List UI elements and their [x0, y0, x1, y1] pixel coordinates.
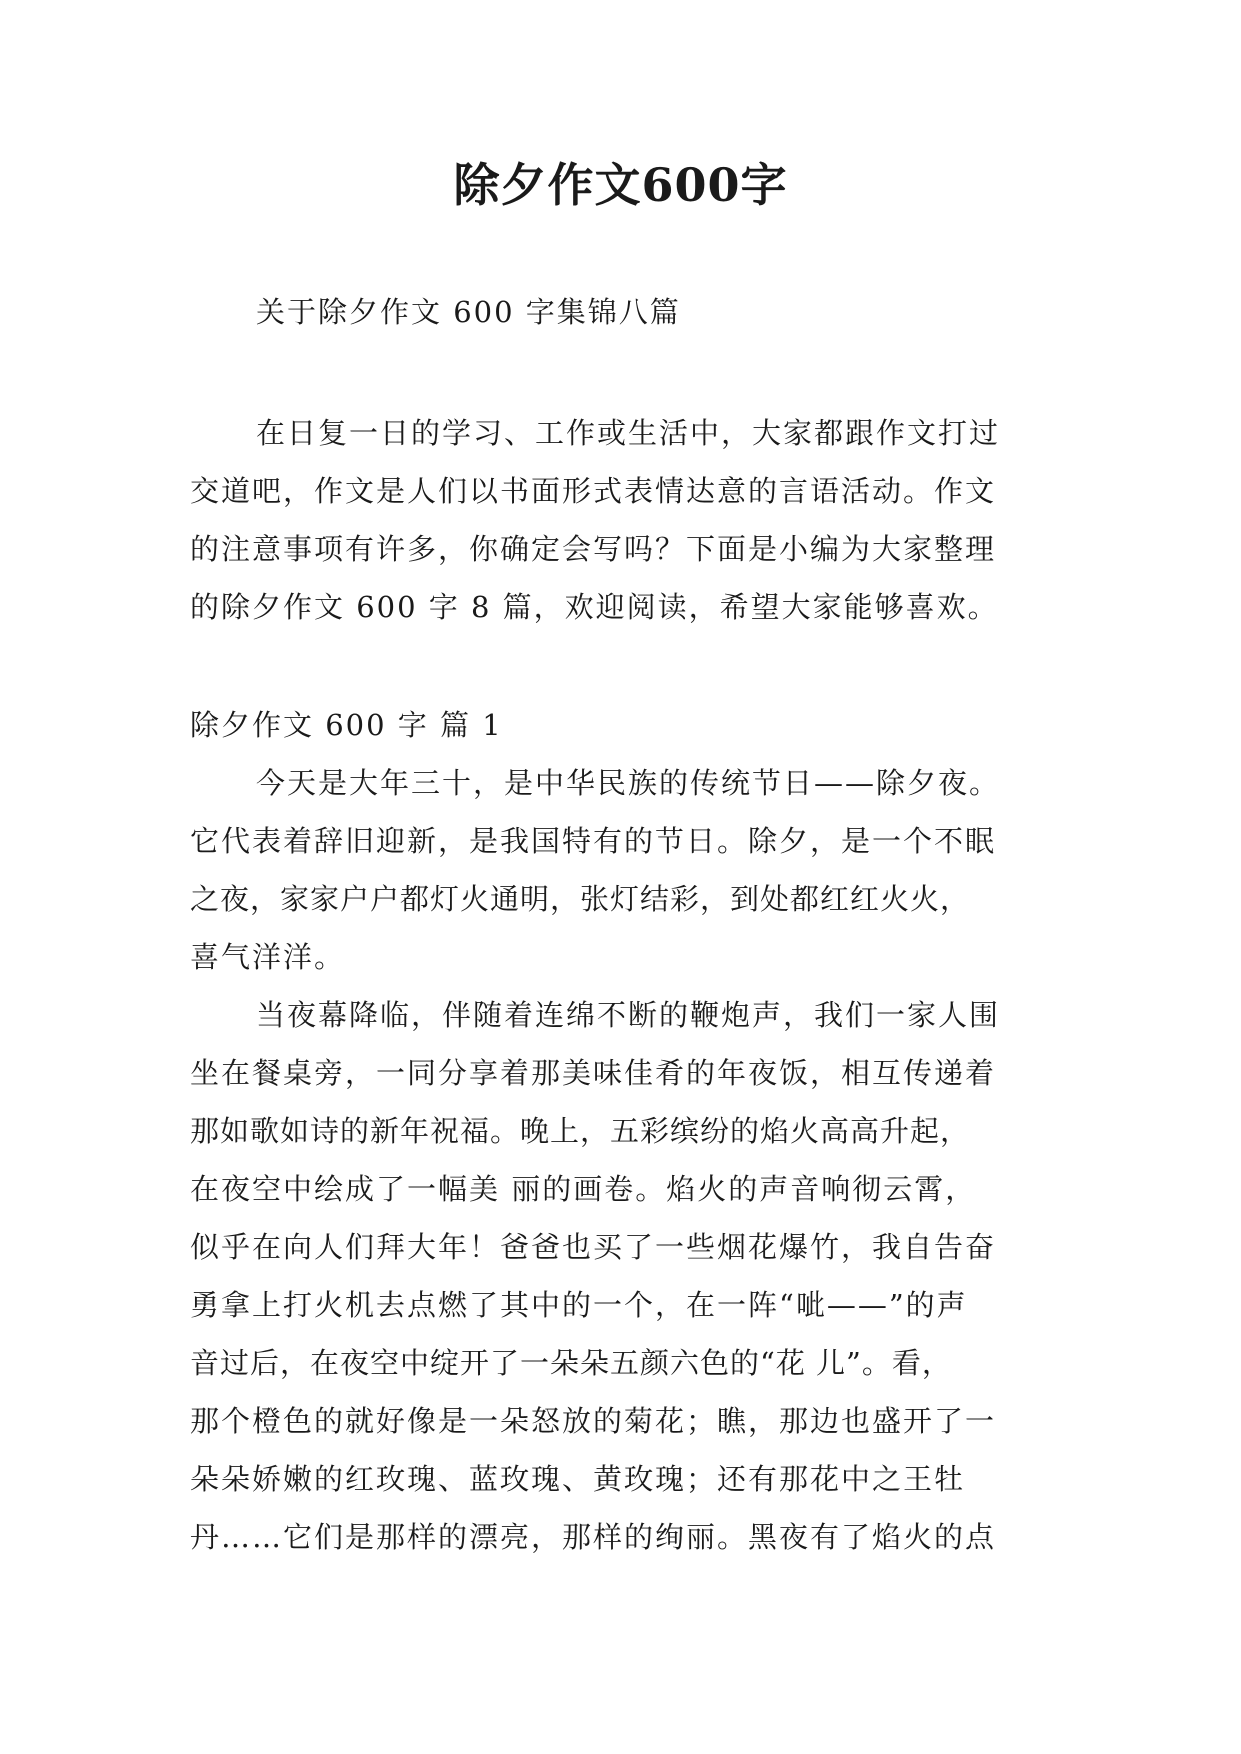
- paragraph-2: [190, 986, 1070, 1566]
- paragraph-line: 之夜，家家户户都灯火通明，张灯结彩，到处都红红火火，: [190, 882, 971, 916]
- document-title: 除夕作文600字: [453, 158, 788, 212]
- paragraph-line: 坐在餐桌旁，一同分享着那美味佳肴的年夜饭，相互传递着: [190, 1056, 997, 1090]
- paragraph-line: 它代表着辞旧迎新，是我国特有的节日。除夕，是一个不眠: [190, 824, 997, 858]
- paragraph-line: 那如歌如诗的新年祝福。晚上，五彩缤纷的焰火高高升起，: [190, 1114, 971, 1148]
- document-subtitle: 关于除夕作文 600 字集锦八篇: [256, 295, 681, 329]
- paragraph-line: 勇拿上打火机去点燃了其中的一个，在一阵“呲——”的声: [190, 1288, 968, 1322]
- paragraph-line: 当夜幕降临，伴随着连绵不断的鞭炮声，我们一家人围: [256, 998, 1001, 1032]
- paragraph-line: 丹……它们是那样的漂亮，那样的绚丽。黑夜有了焰火的点: [190, 1520, 997, 1554]
- paragraph-line: 在夜空中绘成了一幅美 丽的画卷。焰火的声音响彻云霄，: [190, 1172, 977, 1206]
- paragraph-line: 音过后，在夜空中绽开了一朵朵五颜六色的“花 儿”。看，: [190, 1346, 952, 1380]
- paragraph-line: 朵朵娇嫩的红玫瑰、蓝玫瑰、黄玫瑰；还有那花中之王牡: [190, 1462, 966, 1496]
- intro-line: 的除夕作文 600 字 8 篇，欢迎阅读，希望大家能够喜欢。: [190, 590, 999, 624]
- paragraph-line: 今天是大年三十，是中华民族的传统节日——除夕夜。: [256, 766, 1001, 800]
- intro-line: 的注意事项有许多，你确定会写吗？下面是小编为大家整理: [190, 532, 997, 566]
- paragraph-line: 喜气洋洋。: [190, 940, 346, 974]
- paragraph-1: [190, 754, 1070, 986]
- intro-line: 在日复一日的学习、工作或生活中，大家都跟作文打过: [256, 416, 1001, 450]
- paragraph-line: 似乎在向人们拜大年！爸爸也买了一些烟花爆竹，我自告奋: [190, 1230, 997, 1264]
- section-heading: 除夕作文 600 字 篇 1: [190, 708, 503, 742]
- intro-line: 交道吧，作文是人们以书面形式表情达意的言语活动。作文: [190, 474, 997, 508]
- intro-paragraph: [190, 404, 1070, 636]
- paragraph-line: 那个橙色的就好像是一朵怒放的菊花；瞧，那边也盛开了一: [190, 1404, 997, 1438]
